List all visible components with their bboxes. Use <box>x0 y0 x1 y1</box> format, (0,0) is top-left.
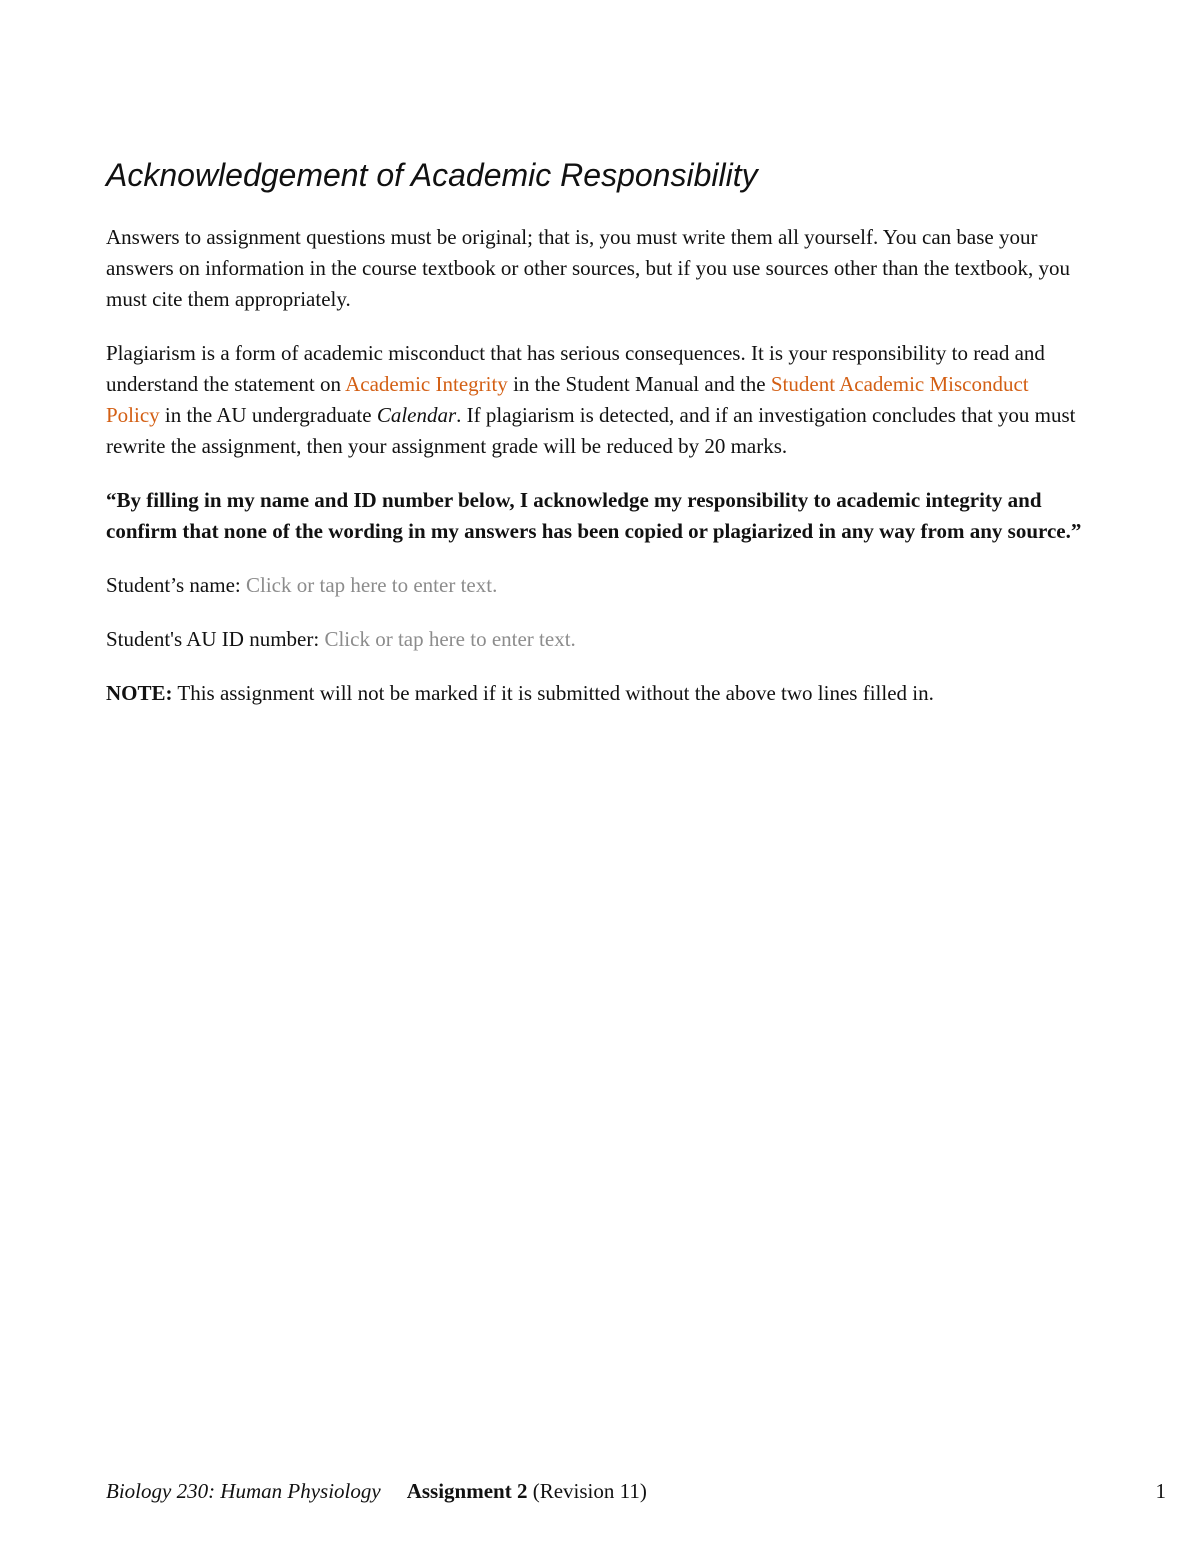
page-content <box>106 150 1086 732</box>
student-id-field[interactable]: Click or tap here to enter text. <box>324 627 576 651</box>
footer-revision: (Revision 11) <box>527 1479 647 1503</box>
student-id-line <box>106 624 1086 655</box>
note-text: This assignment will not be marked if it is submitted without the above two lines filled in. <box>172 681 934 705</box>
academic-integrity-link[interactable]: Academic Integrity <box>345 372 508 396</box>
acknowledgement-quote: “By filling in my name and ID number below, I acknowledge my responsibility to academic integrity and confirm that none of the wording in my answers has been copied or plagiarized in any way from any source.” <box>106 488 1082 543</box>
plagiarism-text-d: . If plagiarism is detected, and if an investigation concludes that you must rewrite the assignment, then your assignment grade will be reduced by 20 marks. <box>106 403 1076 458</box>
plagiarism-text-c: in the AU undergraduate <box>159 403 377 427</box>
calendar-title: Calendar <box>376 403 457 427</box>
footer-assignment: Assignment 2 <box>406 1479 528 1503</box>
page-number: 1 <box>1155 1479 1166 1503</box>
student-name-field[interactable]: Click or tap here to enter text. <box>246 573 498 597</box>
page-footer <box>106 1476 1166 1506</box>
student-name-line <box>106 570 1086 601</box>
page-title: Acknowledgement of Academic Responsibility <box>106 157 758 193</box>
note-label: NOTE: <box>106 681 173 705</box>
plagiarism-text-a: Plagiarism is a form of academic misconduct that has serious consequences. It is your responsibility to read and understand the statement on <box>106 341 1045 396</box>
note-line <box>106 678 1086 709</box>
originality-paragraph: Answers to assignment questions must be original; that is, you must write them all yourself. You can base your answers on information in the course textbook or other sources, but if you use sources other than the textbook, you must cite them appropriately. <box>106 225 1071 311</box>
student-id-label: Student's AU ID number: <box>106 627 325 651</box>
student-name-label: Student’s name: <box>106 573 246 597</box>
misconduct-policy-link[interactable]: Student Academic Misconduct Policy <box>106 372 1029 427</box>
footer-course: Biology 230: Human Physiology <box>106 1479 381 1503</box>
plagiarism-text-b: in the Student Manual and the <box>507 372 771 396</box>
plagiarism-paragraph <box>106 338 1086 462</box>
